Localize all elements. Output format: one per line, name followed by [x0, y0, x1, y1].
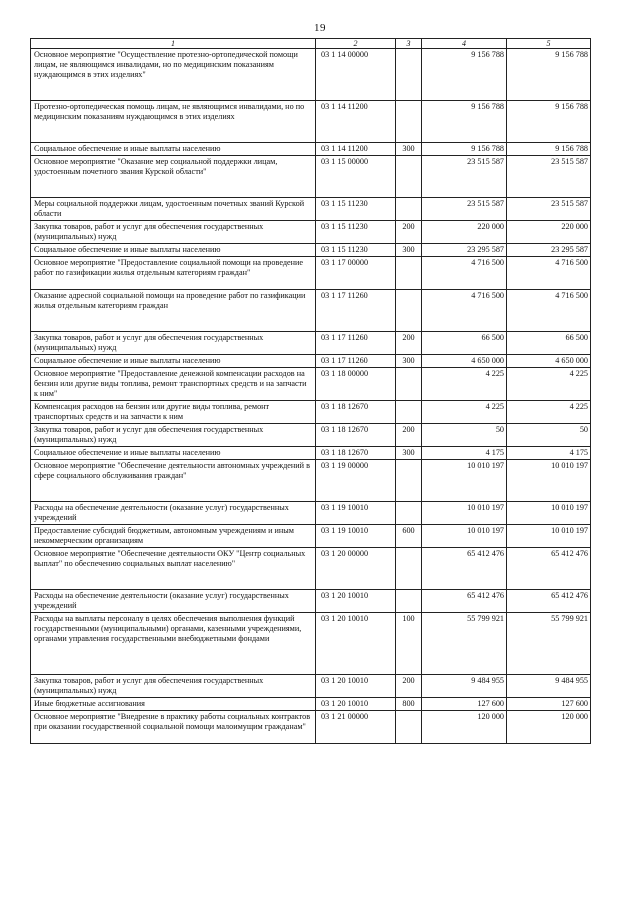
row-amount-col5: 65 412 476 [507, 590, 591, 613]
row-amount-col4: 220 000 [422, 221, 507, 244]
row-amount-col4: 66 500 [422, 332, 507, 355]
row-name: Социальное обеспечение и иные выплаты населению [31, 143, 316, 156]
row-amount-col5: 220 000 [507, 221, 591, 244]
table-row [31, 101, 591, 143]
row-amount-col4: 4 225 [422, 368, 507, 401]
row-amount-col5: 120 000 [507, 711, 591, 744]
table-row [31, 49, 591, 101]
row-expense-type [396, 711, 422, 744]
row-name: Оказание адресной социальной помощи на проведение работ по газификации жилья отдельным категориям граждан [31, 290, 316, 332]
table-row [31, 525, 591, 548]
row-expense-type [396, 198, 422, 221]
row-expense-type: 800 [396, 698, 422, 711]
row-name: Закупка товаров, работ и услуг для обеспечения государственных (муниципальных) нужд [31, 332, 316, 355]
row-name: Закупка товаров, работ и услуг для обеспечения государственных (муниципальных) нужд [31, 424, 316, 447]
row-amount-col4: 9 156 788 [422, 143, 507, 156]
row-amount-col4: 23 515 587 [422, 156, 507, 198]
row-amount-col5: 55 799 921 [507, 613, 591, 675]
row-code: 03 1 17 11260 [316, 290, 396, 332]
row-expense-type: 200 [396, 675, 422, 698]
row-amount-col5: 4 225 [507, 368, 591, 401]
row-amount-col4: 10 010 197 [422, 525, 507, 548]
row-code: 03 1 19 10010 [316, 525, 396, 548]
table-row [31, 290, 591, 332]
table-row [31, 447, 591, 460]
row-name: Иные бюджетные ассигнования [31, 698, 316, 711]
row-expense-type [396, 101, 422, 143]
row-code: 03 1 17 11260 [316, 332, 396, 355]
row-expense-type [396, 401, 422, 424]
row-name: Расходы на обеспечение деятельности (оказание услуг) государственных учреждений [31, 502, 316, 525]
table-row [31, 156, 591, 198]
row-name: Основное мероприятие "Оказание мер социальной поддержки лицам, удостоенным почетного звания Курской области" [31, 156, 316, 198]
row-code: 03 1 20 10010 [316, 613, 396, 675]
row-name: Компенсация расходов на бензин или другие виды топлива, ремонт транспортных средств и на запчасти к ним [31, 401, 316, 424]
row-amount-col5: 4 716 500 [507, 257, 591, 290]
row-expense-type: 300 [396, 244, 422, 257]
row-amount-col4: 4 225 [422, 401, 507, 424]
row-code: 03 1 21 00000 [316, 711, 396, 744]
row-amount-col5: 23 295 587 [507, 244, 591, 257]
table-row [31, 502, 591, 525]
page-number: 19 [314, 22, 326, 34]
row-amount-col4: 4 716 500 [422, 290, 507, 332]
table-row [31, 548, 591, 590]
table-row [31, 675, 591, 698]
row-amount-col4: 10 010 197 [422, 460, 507, 502]
row-amount-col5: 23 515 587 [507, 156, 591, 198]
row-name: Основное мероприятие "Предоставление социальной помощи на проведение работ по газификации жилья отдельным категориям граждан" [31, 257, 316, 290]
header-col-1: 1 [31, 39, 316, 49]
row-expense-type: 100 [396, 613, 422, 675]
row-expense-type: 300 [396, 447, 422, 460]
row-name: Социальное обеспечение и иные выплаты населению [31, 355, 316, 368]
row-amount-col4: 23 515 587 [422, 198, 507, 221]
row-name: Протезно-ортопедическая помощь лицам, не являющимся инвалидами, но по медицинским показаниям нуждающимся в этих изделиях [31, 101, 316, 143]
row-code: 03 1 14 11200 [316, 101, 396, 143]
row-amount-col5: 127 600 [507, 698, 591, 711]
row-amount-col4: 9 484 955 [422, 675, 507, 698]
row-amount-col4: 4 650 000 [422, 355, 507, 368]
row-code: 03 1 19 10010 [316, 502, 396, 525]
row-name: Основное мероприятие "Внедрение в практику работы социальных контрактов при оказании государственной социальной помощи малоимущим гражданам" [31, 711, 316, 744]
header-col-3: 3 [396, 39, 422, 49]
row-expense-type [396, 590, 422, 613]
table-row [31, 613, 591, 675]
table-row [31, 401, 591, 424]
table-row [31, 244, 591, 257]
row-expense-type: 300 [396, 143, 422, 156]
row-code: 03 1 15 11230 [316, 198, 396, 221]
row-name: Предоставление субсидий бюджетным, автономным учреждениям и иным некоммерческим организациям [31, 525, 316, 548]
table-row [31, 424, 591, 447]
row-code: 03 1 18 12670 [316, 424, 396, 447]
row-amount-col4: 120 000 [422, 711, 507, 744]
row-name: Закупка товаров, работ и услуг для обеспечения государственных (муниципальных) нужд [31, 221, 316, 244]
row-name: Основное мероприятие "Предоставление денежной компенсации расходов на бензин или другие виды топлива, ремонт транспортных средств и на запчасти к ним" [31, 368, 316, 401]
row-amount-col5: 10 010 197 [507, 460, 591, 502]
row-amount-col5: 9 156 788 [507, 143, 591, 156]
row-expense-type [396, 156, 422, 198]
row-code: 03 1 18 12670 [316, 401, 396, 424]
table-row [31, 368, 591, 401]
row-amount-col4: 23 295 587 [422, 244, 507, 257]
row-amount-col5: 4 225 [507, 401, 591, 424]
row-expense-type: 200 [396, 424, 422, 447]
row-amount-col4: 50 [422, 424, 507, 447]
header-col-2: 2 [316, 39, 396, 49]
table-row [31, 332, 591, 355]
row-code: 03 1 14 11200 [316, 143, 396, 156]
row-amount-col5: 10 010 197 [507, 525, 591, 548]
row-amount-col4: 10 010 197 [422, 502, 507, 525]
row-amount-col5: 50 [507, 424, 591, 447]
row-amount-col5: 10 010 197 [507, 502, 591, 525]
row-expense-type [396, 548, 422, 590]
row-name: Закупка товаров, работ и услуг для обеспечения государственных (муниципальных) нужд [31, 675, 316, 698]
table-row [31, 711, 591, 744]
row-amount-col5: 4 175 [507, 447, 591, 460]
row-expense-type [396, 49, 422, 101]
row-code: 03 1 20 10010 [316, 675, 396, 698]
table-row [31, 143, 591, 156]
row-code: 03 1 15 00000 [316, 156, 396, 198]
row-expense-type: 600 [396, 525, 422, 548]
row-code: 03 1 14 00000 [316, 49, 396, 101]
row-amount-col4: 4 175 [422, 447, 507, 460]
row-amount-col4: 9 156 788 [422, 49, 507, 101]
row-code: 03 1 19 00000 [316, 460, 396, 502]
table-row [31, 355, 591, 368]
table-header-row [31, 39, 591, 49]
row-name: Меры социальной поддержки лицам, удостоенным почетных званий Курской области [31, 198, 316, 221]
header-col-4: 4 [422, 39, 507, 49]
row-name: Социальное обеспечение и иные выплаты населению [31, 447, 316, 460]
header-col-5: 5 [507, 39, 591, 49]
budget-table [30, 38, 591, 744]
row-amount-col5: 23 515 587 [507, 198, 591, 221]
row-expense-type: 300 [396, 355, 422, 368]
row-name: Социальное обеспечение и иные выплаты населению [31, 244, 316, 257]
row-expense-type [396, 502, 422, 525]
row-name: Основное мероприятие "Осуществление протезно-ортопедической помощи лицам, не являющимся инвалидами, но по медицинским показаниям нуждающимся в этих изделиях" [31, 49, 316, 101]
row-amount-col5: 4 650 000 [507, 355, 591, 368]
row-amount-col5: 9 156 788 [507, 101, 591, 143]
row-amount-col5: 4 716 500 [507, 290, 591, 332]
row-code: 03 1 15 11230 [316, 221, 396, 244]
row-amount-col5: 9 156 788 [507, 49, 591, 101]
row-code: 03 1 20 10010 [316, 590, 396, 613]
row-code: 03 1 20 00000 [316, 548, 396, 590]
row-code: 03 1 17 11260 [316, 355, 396, 368]
row-expense-type [396, 368, 422, 401]
row-amount-col4: 4 716 500 [422, 257, 507, 290]
row-code: 03 1 18 12670 [316, 447, 396, 460]
row-amount-col5: 65 412 476 [507, 548, 591, 590]
row-amount-col4: 127 600 [422, 698, 507, 711]
row-amount-col4: 55 799 921 [422, 613, 507, 675]
row-amount-col4: 65 412 476 [422, 548, 507, 590]
row-expense-type: 200 [396, 332, 422, 355]
table-row [31, 221, 591, 244]
table-row [31, 698, 591, 711]
row-name: Основное мероприятие "Обеспечение деятельности автономных учреждений в сфере социального обслуживания граждан" [31, 460, 316, 502]
row-amount-col4: 9 156 788 [422, 101, 507, 143]
row-code: 03 1 15 11230 [316, 244, 396, 257]
row-expense-type: 200 [396, 221, 422, 244]
table-row [31, 590, 591, 613]
table-row [31, 257, 591, 290]
row-expense-type [396, 460, 422, 502]
row-amount-col4: 65 412 476 [422, 590, 507, 613]
row-amount-col5: 9 484 955 [507, 675, 591, 698]
table-row [31, 460, 591, 502]
row-name: Основное мероприятие "Обеспечение деятельности ОКУ "Центр социальных выплат" по обеспечению социальных выплат населению" [31, 548, 316, 590]
row-expense-type [396, 290, 422, 332]
row-amount-col5: 66 500 [507, 332, 591, 355]
row-code: 03 1 18 00000 [316, 368, 396, 401]
row-code: 03 1 17 00000 [316, 257, 396, 290]
table-row [31, 198, 591, 221]
row-name: Расходы на обеспечение деятельности (оказание услуг) государственных учреждений [31, 590, 316, 613]
row-expense-type [396, 257, 422, 290]
row-name: Расходы на выплаты персоналу в целях обеспечения выполнения функций государственными (муниципальными) органами, казенными учреждениями, органами управления государственными внебюджетными фондами [31, 613, 316, 675]
row-code: 03 1 20 10010 [316, 698, 396, 711]
